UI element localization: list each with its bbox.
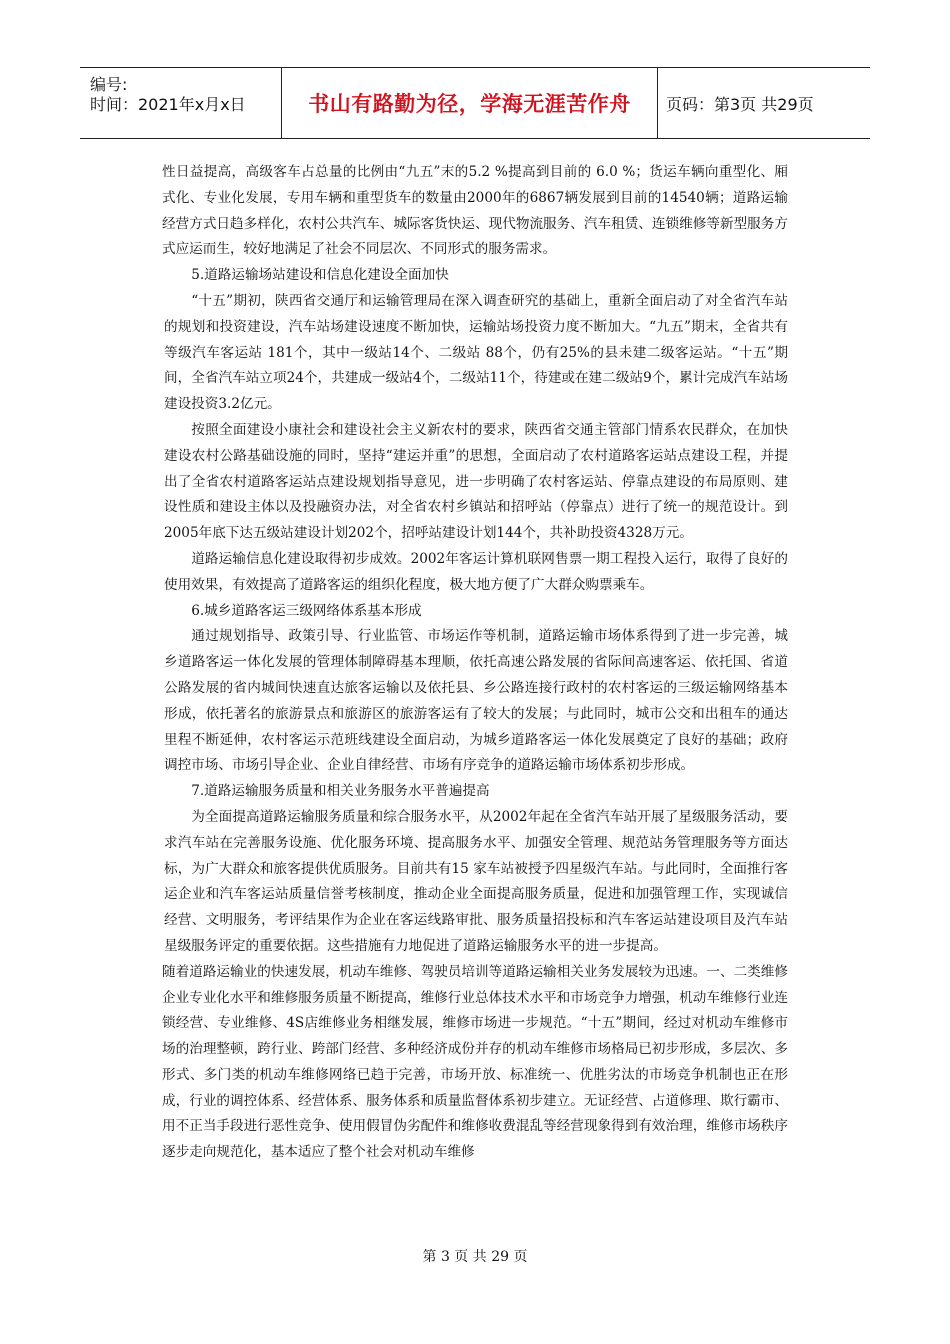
- page-footer: 第 3 页 共 29 页: [422, 1249, 528, 1265]
- document-body: [164, 160, 788, 1166]
- paragraph: 按照全面建设小康社会和建设社会主义新农村的要求，陕西省交通主管部门情系农民群众，在加快建设农村公路基础设施的同时，坚持“建运并重”的思想，全面启动了农村道路客运站点建设工程，并提出了全省农村道路客运站点建设规划指导意见，进一步明确了农村客运站、停靠点建设的布局原则、建设性质和建设主体以及投融资办法，对全省农村乡镇站和招呼站（停靠点）进行了统一的规范设计。到2005年底下达五级站建设计划202个，招呼站建设计划144个，共补助投资4328万元。: [164, 421, 788, 542]
- page-header: [80, 67, 870, 139]
- header-motto: 书山有路勤为径，学海无涯苦作舟: [281, 68, 658, 138]
- paragraph: 道路运输信息化建设取得初步成效。2002年客运计算机联网售票一期工程投入运行，取得了良好的使用效果，有效提高了道路客运的组织化程度，极大地方便了广大群众购票乘车。: [164, 550, 788, 593]
- paragraph: 性日益提高，高级客车占总量的比例由“九五”末的5.2 %提高到目前的 6.0 %；货运车辆向重型化、厢式化、专业化发展，专用车辆和重型货车的数量由2000年的6867辆发展到目前的14540辆；道路运输经营方式日趋多样化，农村公共汽车、城际客货快运、现代物流服务、汽车租赁、连锁维修等新型服务方式应运而生，较好地满足了社会不同层次、不同形式的服务需求。: [162, 164, 788, 258]
- section-heading: 7.道路运输服务质量和相关业务服务水平普遍提高: [191, 783, 490, 800]
- paragraph: 随着道路运输业的快速发展，机动车维修、驾驶员培训等道路运输相关业务发展较为迅速。一、二类维修企业专业化水平和维修服务质量不断提高，维修行业总体技术水平和市场竞争力增强，机动车维修行业连锁经营、专业维修、4S店维修业务相继发展，维修市场进一步规范。“十五”期间，经过对机动车维修市场的治理整顿，跨行业、跨部门经营、多种经济成份并存的机动车维修市场格局已初步形成，多层次、多形式、多门类的机动车维修网络已趋于完善，市场开放、标准统一、优胜劣汰的市场竞争机制也正在形成，行业的调控体系、经营体系、服务体系和质量监督体系初步建立。无证经营、占道修理、欺行霸市、用不正当手段进行恶性竞争、使用假冒伪劣配件和维修收费混乱等经营现象得到有效治理，维修市场秩序逐步走向规范化，基本适应了整个社会对机动车维修: [162, 963, 788, 1161]
- header-page-info: 页码：第3页 共29页: [666, 94, 814, 114]
- document-date-label: 时间：2021年x月x日: [90, 95, 246, 114]
- paragraph: “十五”期初，陕西省交通厅和运输管理局在深入调查研究的基础上，重新全面启动了对全省汽车站的规划和投资建设，汽车站场建设速度不断加快，运输站场投资力度不断加大。“九五”期末，全省共有等级汽车客运站 181个，其中一级站14个、二级站 88个，仍有25%的县未建二级客运站。“十五”期间，全省汽车站立项24个，共建成一级站4个，二级站11个，待建或在建二级站9个，累计完成汽车站场建设投资3.2亿元。: [164, 292, 788, 413]
- paragraph: 为全面提高道路运输服务质量和综合服务水平，从2002年起在全省汽车站开展了星级服务活动，要求汽车站在完善服务设施、优化服务环境、提高服务水平、加强安全管理、规范站务管理服务等方面达标，为广大群众和旅客提供优质服务。目前共有15 家车站被授予四星级汽车站。与此同时，全面推行客运企业和汽车客运站质量信誉考核制度，推动企业全面提高服务质量，促进和加强管理工作，实现诚信经营、文明服务，考评结果作为企业在客运线路审批、服务质量招投标和汽车客运站建设项目及汽车站星级服务评定的重要依据。这些措施有力地促进了道路运输服务水平的进一步提高。: [164, 808, 788, 954]
- paragraph: 通过规划指导、政策引导、行业监管、市场运作等机制，道路运输市场体系得到了进一步完善，城乡道路客运一体化发展的管理体制障碍基本理顺，依托高速公路发展的省际间高速客运、依托国、省道公路发展的省内城间快速直达旅客运输以及依托县、乡公路连接行政村的农村客运的三级运输网络基本形成，依托著名的旅游景点和旅游区的旅游客运有了较大的发展；与此同时，城市公交和出租车的通达里程不断延伸，农村客运示范班线建设全面启动，为城乡道路客运一体化发展奠定了良好的基础；政府调控市场、市场引导企业、企业自律经营、市场有序竞争的道路运输市场体系初步形成。: [164, 628, 788, 774]
- section-heading: 5.道路运输场站建设和信息化建设全面加快: [191, 267, 449, 284]
- document-number-label: 编号:: [90, 75, 128, 94]
- section-heading: 6.城乡道路客运三级网络体系基本形成: [191, 602, 422, 619]
- header-meta: [80, 68, 280, 138]
